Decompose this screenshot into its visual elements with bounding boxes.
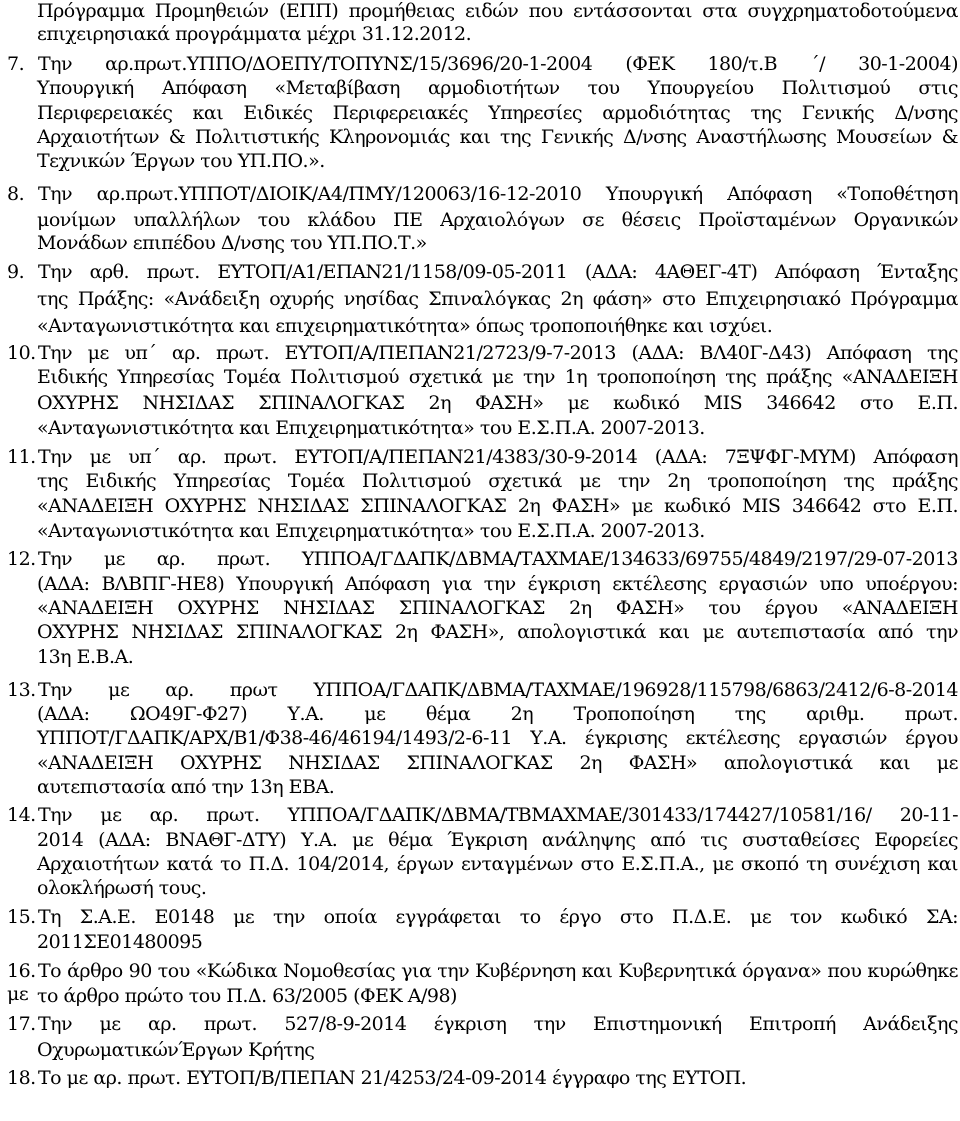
text-line xyxy=(37,23,958,46)
numbered-item-line xyxy=(7,53,958,76)
line-text: Το με αρ. πρωτ. ΕΥΤΟΠ/Β/ΠΕΠΑΝ 21/4253/24-09-2014 έγγραφο της ΕΥΤΟΠ. xyxy=(38,1067,747,1089)
line-text: Τη Σ.Α.Ε. Ε0148 με την οποία εγγράφεται το έργο στο Π.Δ.Ε. με τον κωδικό ΣΑ: xyxy=(38,906,958,928)
text-line xyxy=(37,470,958,493)
line-text: Υπουργική Απόφαση «Μεταβίβαση αρμοδιοτήτων του Υπουργείου Πολιτισμού στις xyxy=(37,77,958,99)
text-line xyxy=(37,520,958,543)
text-line xyxy=(37,417,958,440)
text-line xyxy=(37,621,958,644)
line-text: Περιφερειακές και Ειδικές Περιφερειακές Υπηρεσίες αρμοδιότητας της Γενικής Δ/νσης xyxy=(37,102,958,124)
item-number: 17. xyxy=(7,1013,36,1035)
text-line xyxy=(37,829,958,852)
text-line xyxy=(37,366,958,389)
item-number: 11. xyxy=(7,446,36,468)
text-line xyxy=(37,776,958,799)
text-line xyxy=(37,315,958,338)
text-line xyxy=(37,727,958,750)
line-text: ΟΧΥΡΗΣ ΝΗΣΙΔΑΣ ΣΠΙΝΑΛΟΓΚΑΣ 2η ΦΑΣΗ», απολογιστικά και με αυτεπιστασία από την xyxy=(37,621,958,643)
text-line xyxy=(37,573,958,596)
item-number: 15. xyxy=(7,906,36,928)
line-text: Την με αρ. πρωτ ΥΠΠΟΑ/ΓΔΑΠΚ/ΔΒΜΑ/ΤΑΧΜΑΕ/196928/115798/6863/2412/6-8-2014 xyxy=(38,679,958,701)
line-text: (ΑΔΑ: ΩΟ49Γ-Φ27) Υ.Α. με θέμα 2η Τροποποίηση της αριθμ. πρωτ. xyxy=(37,703,958,725)
text-line xyxy=(37,77,958,100)
line-text: Αρχαιοτήτων κατά το Π.Δ. 104/2014, έργων ενταγμένων στο Ε.Σ.Π.Α., με σκοπό τη συνέχιση και xyxy=(37,853,958,875)
line-text: (ΑΔΑ: ΒΛΒΠΓ-ΗΕ8) Υπουργική Απόφαση για την έγκριση εκτέλεσης εργασιών υπο υπoέργου: xyxy=(37,573,958,595)
line-text: ολοκλήρωσή τους. xyxy=(37,877,207,899)
text-line xyxy=(37,0,958,23)
line-text: Τεχνικών Έργων του ΥΠ.ΠΟ.». xyxy=(37,150,325,172)
line-text: το άρθρο πρώτο του Π.Δ. 63/2005 (ΦΕΚ Α/98) xyxy=(37,985,457,1007)
text-line xyxy=(37,931,958,954)
line-text: Την με αρ. πρωτ. ΥΠΠΟΑ/ΓΔΑΠΚ/ΔΒΜΑ/ΤΑΧΜΑΕ/134633/69755/4849/2197/29-07-2013 xyxy=(38,548,958,570)
numbered-item-line xyxy=(7,342,958,365)
text-line xyxy=(37,703,958,726)
numbered-item-line xyxy=(7,548,958,571)
text-line xyxy=(37,102,958,125)
line-text: «Ανταγωνιστικότητα και Επιχειρηματικότητα» του Ε.Σ.Π.Α. 2007-2013. xyxy=(37,520,705,542)
text-line xyxy=(37,752,958,775)
text-line xyxy=(37,126,958,149)
line-text: αυτεπιστασία από την 13η ΕΒΑ. xyxy=(37,776,335,798)
text-line xyxy=(37,392,958,415)
numbered-item-line xyxy=(7,906,958,929)
text-line xyxy=(37,232,958,255)
line-text: ΥΠΠΟΤ/ΓΔΑΠΚ/ΑΡΧ/Β1/Φ38-46/46194/1493/2-6-11 Υ.Α. έγκρισης εκτέλεσης εργασιών έργου xyxy=(37,727,958,749)
item-number: 16. xyxy=(7,960,36,982)
line-text: Την με υπ΄ αρ. πρωτ. ΕΥΤΟΠ/Α/ΠΕΠΑΝ21/4383/30-9-2014 (ΑΔΑ: 7ΞΨΦΓ-ΜΥΜ) Απόφαση xyxy=(38,446,958,468)
line-text: Την αρ.πρωτ.ΥΠΠΟΤ/ΔΙΟΙΚ/Α4/ΠΜΥ/120063/16-12-2010 Υπουργική Απόφαση «Τοποθέτηση xyxy=(38,183,958,205)
line-text: Την με υπ΄ αρ. πρωτ. ΕΥΤΟΠ/Α/ΠΕΠΑΝ21/2723/9-7-2013 (ΑΔΑ: ΒΛ40Γ-Δ43) Απόφαση της xyxy=(38,342,958,364)
line-text: Μονάδων επιπέδου Δ/νσης του ΥΠ.ΠΟ.Τ.» xyxy=(37,232,427,254)
text-line xyxy=(37,288,958,311)
text-line xyxy=(37,1039,958,1062)
numbered-item-line xyxy=(7,446,958,469)
line-text: Ειδικής Υπηρεσίας Τομέα Πολιτισμού σχετικά με την 1η τροποποίηση της πράξης «ΑΝΑΔΕΙΞΗ xyxy=(37,366,958,388)
numbered-item-line xyxy=(7,1067,958,1090)
line-text: Την αρθ. πρωτ. ΕΥΤΟΠ/Α1/ΕΠΑΝ21/1158/09-05-2011 (ΑΔΑ: 4ΑΘΕΓ-4Τ) Απόφαση Ένταξης xyxy=(38,261,958,283)
text-line xyxy=(37,985,958,1008)
line-text: 13η Ε.Β.Α. xyxy=(37,646,134,668)
line-text: «ΑΝΑΔΕΙΞΗ ΟΧΥΡΗΣ ΝΗΣΙΔΑΣ ΣΠΙΝΑΛΟΓΚΑΣ 2η ΦΑΣΗ» του έργου «ΑΝΑΔΕΙΞΗ xyxy=(37,597,958,619)
line-text: Αρχαιοτήτων & Πολιτιστικής Κληρονομιάς και της Γενικής Δ/νσης Αναστήλωσης Μουσείων & xyxy=(37,126,958,148)
numbered-item-line xyxy=(7,261,958,284)
line-text: «ΑΝΑΔΕΙΞΗ ΟΧΥΡΗΣ ΝΗΣΙΔΑΣ ΣΠΙΝΑΛΟΓΚΑΣ 2η ΦΑΣΗ» απολογιστικά και με xyxy=(37,752,958,774)
numbered-item-line xyxy=(7,679,958,702)
item-number: 10. xyxy=(7,342,36,364)
line-text: Την αρ.πρωτ.ΥΠΠΟ/ΔΟΕΠΥ/ΤΟΠΥΝΣ/15/3696/20-1-2004 (ΦΕΚ 180/τ.Β ΄/ 30-1-2004) xyxy=(38,53,958,75)
item-number: 13. xyxy=(7,679,36,701)
item-number: 9. xyxy=(7,261,25,283)
line-text: επιχειρησιακά προγράμματα μέχρι 31.12.2012. xyxy=(37,23,472,45)
line-text: Την με αρ. πρωτ. ΥΠΠΟΑ/ΓΔΑΠΚ/ΔΒΜΑ/ΤΒΜΑΧΜΑΕ/301433/174427/10581/16/ 20-11- xyxy=(38,804,958,826)
line-text: της Ειδικής Υπηρεσίας Τομέα Πολιτισμού σχετικά με την 2η τροποποίηση της πράξης xyxy=(37,470,958,492)
text-line xyxy=(37,209,958,232)
numbered-item-line xyxy=(7,183,958,206)
line-text: μονίμων υπαλλήλων του κλάδου ΠΕ Αρχαιολόγων σε θέσεις Προϊσταμένων Οργανικών xyxy=(37,209,958,231)
line-text: «ΑΝΑΔΕΙΞΗ ΟΧΥΡΗΣ ΝΗΣΙΔΑΣ ΣΠΙΝΑΛΟΓΚΑΣ 2η ΦΑΣΗ» με κωδικό MIS 346642 στο Ε.Π. xyxy=(37,495,958,517)
line-text: ΟχυρωματικώνΈργων Κρήτης xyxy=(37,1039,315,1061)
numbered-item-line xyxy=(7,1013,958,1036)
line-text: 2014 (ΑΔΑ: ΒΝΑΘΓ-ΔΤΥ) Υ.Α. με θέμα Έγκριση ανάληψης από τις συσταθείσες Εφορείες xyxy=(37,829,958,851)
item-number: 14. xyxy=(7,804,36,826)
line-text: της Πράξης: «Ανάδειξη οχυρής νησίδας Σπιναλόγκας 2η φάση» στο Επιχειρησιακό Πρόγραμμα xyxy=(37,288,958,310)
line-text: ΟΧΥΡΗΣ ΝΗΣΙΔΑΣ ΣΠΙΝΑΛΟΓΚΑΣ 2η ΦΑΣΗ» με κωδικό MIS 346642 στο Ε.Π. xyxy=(37,392,958,414)
text-line xyxy=(37,877,958,900)
text-line xyxy=(37,597,958,620)
line-text: «Ανταγωνιστικότητα και επιχειρηματικότητα» όπως τροποποιήθηκε και ισχύει. xyxy=(37,315,773,337)
line-text: Την με αρ. πρωτ. 527/8-9-2014 έγκριση την Επιστημονική Επιτροπή Ανάδειξης xyxy=(38,1013,958,1035)
text-line xyxy=(37,150,958,173)
text-line xyxy=(37,495,958,518)
text-line xyxy=(37,646,958,669)
line-text: 2011ΣΕ01480095 xyxy=(37,931,203,953)
item-number: 18. xyxy=(7,1067,36,1089)
item-number: 8. xyxy=(7,183,25,205)
line-text: Το άρθρο 90 του «Κώδικα Νομοθεσίας για την Κυβέρνηση και Κυβερνητικά όργανα» που κυρώθηκε με xyxy=(7,960,958,1005)
line-text: Πρόγραμμα Προμηθειών (ΕΠΠ) προμήθειας ειδών που εντάσσονται στα συγχρηματοδοτούμενα xyxy=(37,0,958,22)
text-line xyxy=(37,853,958,876)
line-text: «Ανταγωνιστικότητα και Επιχειρηματικότητα» του Ε.Σ.Π.Α. 2007-2013. xyxy=(37,417,705,439)
item-number: 12. xyxy=(7,548,36,570)
item-number: 7. xyxy=(7,53,25,75)
numbered-item-line xyxy=(7,804,958,827)
